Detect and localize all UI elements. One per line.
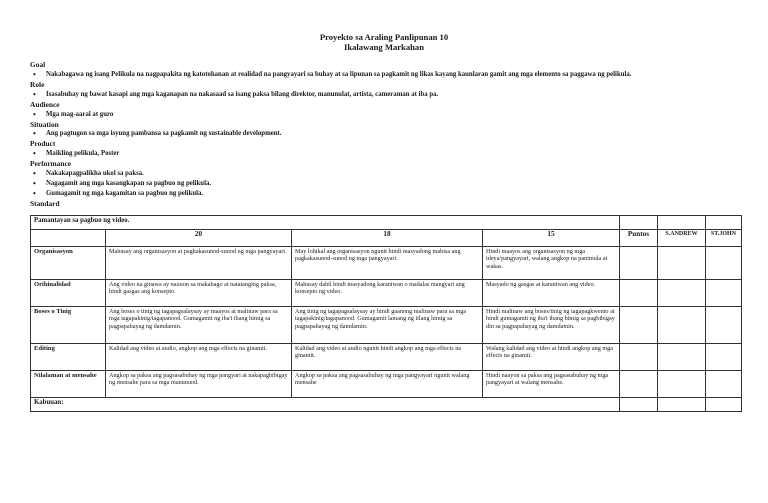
score-cell [658,371,706,398]
section-goal-label: Goal [30,60,46,69]
empty-cell [31,230,106,247]
total-score-cell [706,398,742,412]
empty-cell [658,216,706,230]
situation-item: • Ang pagtugon sa mga isyung pambansa sa pagkamit ng sustainable development. [46,130,282,137]
section-situation-label: Situation [30,120,59,129]
section-product-label: Product [30,139,56,148]
criterion-label: Orihinalidad [31,280,106,307]
score-cell [658,307,706,344]
criterion-desc: Masyado ng gasgas at karaniwan ang video. [483,280,620,307]
criterion-desc: Kalidad ang video at audio, angkop ang mga effects na ginamit. [106,344,292,371]
criterion-desc: Kalidad ang video at audio ngunit hindi angkop ang mga effects na ginamit. [292,344,483,371]
criterion-desc: Hindi maayos ang organisasyon ng mga ideya/pangyayari, walang angkop na panimula at wakas. [483,247,620,280]
score-cell [620,247,658,280]
total-score-cell [620,398,658,412]
product-item: • Maikling pelikula, Poster [46,150,119,157]
header-group-stjohn: ST.JOHN [706,230,742,247]
performance-item: • Gumagamit ng mga kagamitan sa pagbuo ng pelikula. [46,190,203,197]
criterion-label: Organisasyon [31,247,106,280]
criterion-desc: Mahusay ang organisasyon at pagkakasunod-sunod ng mga pangyayari. [106,247,292,280]
criterion-desc: May lohikal ang organisasyon ngunit hindi masyadong mabisa ang pagkakasunod-sunod ng mga pangyayari. [292,247,483,280]
empty-cell [620,216,658,230]
header-score-20: 20 [106,230,292,247]
score-cell [706,344,742,371]
total-score-cell [658,398,706,412]
document-title: Proyekto sa Araling Panlipunan 10 [319,32,449,42]
criterion-label: Boses o Tinig [31,307,106,344]
section-audience-label: Audience [30,100,60,109]
criterion-desc: Walang kalidad ang video at hindi angkop ang mga effects na ginamit. [483,344,620,371]
criterion-desc: Angkop sa paksa ang pagsasabuhay ng mga pangyari at nakapagbibigay ng mensahe para sa mga manunuod. [106,371,292,398]
rubric-table [30,215,742,412]
header-puntos: Puntos [620,230,658,247]
score-cell [620,307,658,344]
role-item: • Isasabuhay ng bawat kasapi ang mga kaganapan na nakasaad sa isang paksa bilang direktor, manunulat, artista, cameraman at iba pa. [46,91,438,98]
score-cell [706,307,742,344]
score-cell [658,344,706,371]
empty-cell [706,216,742,230]
criterion-desc: Hindi malinaw ang boses/tinig ng tagapagkwento at hindi gumagamit ng iba't ibang himig sa pagbibigay din sa pagpapahayag ng damdamin. [483,307,620,344]
score-cell [620,280,658,307]
criterion-desc: Ang tinig ng tagapagsalaysay ay hindi gaanong malinaw para sa mga tagapakinig/tagapanood. Gumagamit lamang ng iilang himig sa pagpapahayag ng damdamin. [292,307,483,344]
criterion-desc: Angkop sa paksa ang pagsasabuhay ng mga pangyayari ngunit walang mensahe [292,371,483,398]
criterion-desc: Ang boses o tinig ng tagapagsalaysay ay maayos at malinaw para sa mga tagapakinig/tagapanood. Gumagamit ng iba't ibang himig sa pagpapahayag ng damdamin. [106,307,292,344]
criterion-desc: Hindi naayon sa paksa ang pagsasabuhay ng mga pangyayari at walang mensahe. [483,371,620,398]
header-score-18: 18 [292,230,483,247]
section-role-label: Role [30,80,45,89]
goal-item: • Nakabagawa ng isang Pelikula na nagpapakita ng katotohanan at realidad na pangyayari sa buhay at sa lipunan sa pagkamit ng likas kayang kaunlaran gamit ang mga elemento sa paggawa ng pelikula. [46,71,632,78]
score-cell [706,371,742,398]
score-cell [706,280,742,307]
document-subtitle: Ikalawang Markahan [344,42,424,52]
criterion-label: Nilalaman at mensahe [31,371,106,398]
score-cell [658,280,706,307]
rubric-caption: Pamantayan sa pagbuo ng video. [31,216,620,230]
criterion-label: Editing [31,344,106,371]
header-score-15: 15 [483,230,620,247]
score-cell [620,371,658,398]
total-label: Kabuuan: [31,398,620,412]
performance-item: • Nagagamit ang mga kasangkapan sa pagbuo ng pelikula. [46,180,211,187]
score-cell [658,247,706,280]
header-group-sandrew: S.ANDREW [658,230,706,247]
criterion-desc: Ang video na ginawa ay nauuon sa makabago at natatanging paksa, hindi gasgas ang konsepto. [106,280,292,307]
audience-item: • Mga mag-aaral at guro [46,111,113,118]
performance-item: • Nakakapagpalikha ukol sa paksa. [46,170,144,177]
section-performance-label: Performance [30,159,72,168]
score-cell [706,247,742,280]
section-standard-label: Standard [30,199,60,208]
score-cell [620,344,658,371]
criterion-desc: Mahusay dahil hindi masyadong karaniwan o madalas mangyari ang konsepto ng video. [292,280,483,307]
